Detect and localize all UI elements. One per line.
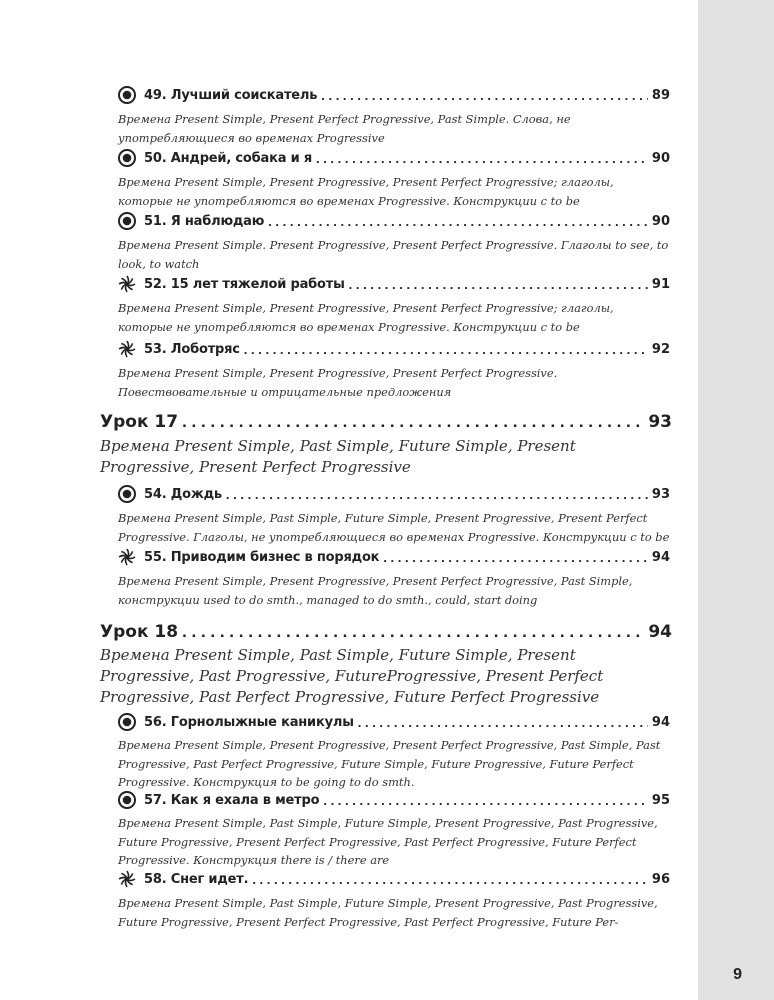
toc-entry-53[interactable] xyxy=(118,338,670,360)
entry-title: 54. Дождь xyxy=(144,486,222,502)
toc-entry-58[interactable] xyxy=(118,868,670,890)
entry-page: 91 xyxy=(651,276,670,292)
leader-dots xyxy=(182,412,644,432)
leader-dots xyxy=(383,550,648,565)
leader-dots xyxy=(252,872,648,887)
leader-dots xyxy=(316,151,648,166)
page-number: 9 xyxy=(733,966,742,983)
lesson-title: Урок 17 xyxy=(100,412,179,432)
entry-title: 52. 15 лет тяжелой работы xyxy=(144,276,345,292)
lesson-page: 94 xyxy=(648,622,672,642)
lesson-description: Времена Present Simple, Past Simple, Future Simple, Present Progressive, Past Progressive, FutureProgressive, Present Perfect Progressive, Past Perfect Progressive, Future Perfect Progressive xyxy=(100,646,604,706)
entry-description: Времена Present Simple, Present Progressive, Present Perfect Progressive; глаголы, которые не употребляются во временах Progressive. Конструкции с to be xyxy=(118,301,614,334)
entry-title: 50. Андрей, собака и я xyxy=(144,150,312,166)
entry-title: 58. Снег идет. xyxy=(144,871,249,887)
entry-description: Времена Present Simple, Present Progressive, Present Perfect Progressive; глаголы, которые не употребляются во временах Progressive. Конструкции с to be xyxy=(118,175,614,208)
entry-title: 55. Приводим бизнес в порядок xyxy=(144,549,380,565)
target-icon xyxy=(118,212,136,230)
leader-dots xyxy=(321,88,648,103)
toc-entry-55[interactable] xyxy=(118,546,670,568)
lesson-title: Урок 18 xyxy=(100,622,179,642)
entry-page: 94 xyxy=(651,549,670,565)
leader-dots xyxy=(268,214,648,229)
leader-dots xyxy=(358,715,648,730)
toc-lesson-17[interactable] xyxy=(100,409,672,435)
entry-description: Времена Present Simple, Past Simple, Future Simple, Present Progressive, Present Perfect Progressive. Глаголы, не употребляющиеся во временах Progressive. Конструкции с to be xyxy=(118,511,670,544)
entry-title: 57. Как я ехала в метро xyxy=(144,792,320,808)
entry-page: 90 xyxy=(651,150,670,166)
leader-dots xyxy=(349,277,648,292)
entry-page: 94 xyxy=(651,714,670,730)
target-icon xyxy=(118,149,136,167)
toc-entry-57[interactable] xyxy=(118,789,670,811)
entry-description: Времена Present Simple, Present Progressive, Present Perfect Progressive, Past Simple, конструкции used to do smth., managed to do smth., could, start doing xyxy=(118,574,633,607)
target-icon xyxy=(118,485,136,503)
entry-page: 93 xyxy=(651,486,670,502)
spiral-icon xyxy=(118,870,136,888)
toc-entry-49[interactable] xyxy=(118,84,670,106)
entry-page: 96 xyxy=(651,871,670,887)
spiral-icon xyxy=(118,340,136,358)
entry-description: Времена Present Simple, Past Simple, Future Simple, Present Progressive, Past Progressive, Future Progressive, Present Perfect Progressive, Past Perfect Progressive, Future Per- xyxy=(118,896,658,929)
lesson-page: 93 xyxy=(648,412,672,432)
toc-lesson-18[interactable] xyxy=(100,619,672,645)
toc-entry-50[interactable] xyxy=(118,147,670,169)
entry-title: 53. Лоботряс xyxy=(144,341,240,357)
spiral-icon xyxy=(118,548,136,566)
entry-description: Времена Present Simple, Present Progressive, Present Perfect Progressive. Повествовательные и отрицательные предложения xyxy=(118,366,558,399)
entry-page: 92 xyxy=(651,341,670,357)
entry-title: 51. Я наблюдаю xyxy=(144,213,265,229)
entry-title: 49. Лучший соискатель xyxy=(144,87,318,103)
entry-description: Времена Present Simple, Present Perfect Progressive, Past Simple. Слова, не употребляющиеся во временах Progressive xyxy=(118,112,571,145)
leader-dots xyxy=(226,487,648,502)
entry-page: 90 xyxy=(651,213,670,229)
entry-title: 56. Горнолыжные каникулы xyxy=(144,714,354,730)
lesson-description: Времена Present Simple, Past Simple, Future Simple, Present Progressive, Present Perfect Progressive xyxy=(100,437,576,476)
leader-dots xyxy=(182,622,644,642)
entry-description: Времена Present Simple, Past Simple, Future Simple, Present Progressive, Past Progressive, Future Progressive, Present Perfect Progressive, Past Perfect Progressive, Future Perfect Progressive. Конструкция there is / there are xyxy=(118,816,658,867)
leader-dots xyxy=(323,793,648,808)
entry-page: 89 xyxy=(651,87,670,103)
page-margin-bar xyxy=(698,0,774,1000)
target-icon xyxy=(118,713,136,731)
entry-description: Времена Present Simple. Present Progressive, Present Perfect Progressive. Глаголы to see, to look, to watch xyxy=(118,238,669,271)
toc-entry-56[interactable] xyxy=(118,711,670,733)
toc-entry-54[interactable] xyxy=(118,483,670,505)
spiral-icon xyxy=(118,275,136,293)
entry-description: Времена Present Simple, Present Progressive, Present Perfect Progressive, Past Simple, Past Progressive, Past Perfect Progressive, Future Simple, Future Progressive, Future Perfect Progressive. Конструкция to be going to do smth. xyxy=(118,738,661,789)
leader-dots xyxy=(244,342,648,357)
toc-entry-52[interactable] xyxy=(118,273,670,295)
target-icon xyxy=(118,791,136,809)
entry-page: 95 xyxy=(651,792,670,808)
target-icon xyxy=(118,86,136,104)
toc-entry-51[interactable] xyxy=(118,210,670,232)
